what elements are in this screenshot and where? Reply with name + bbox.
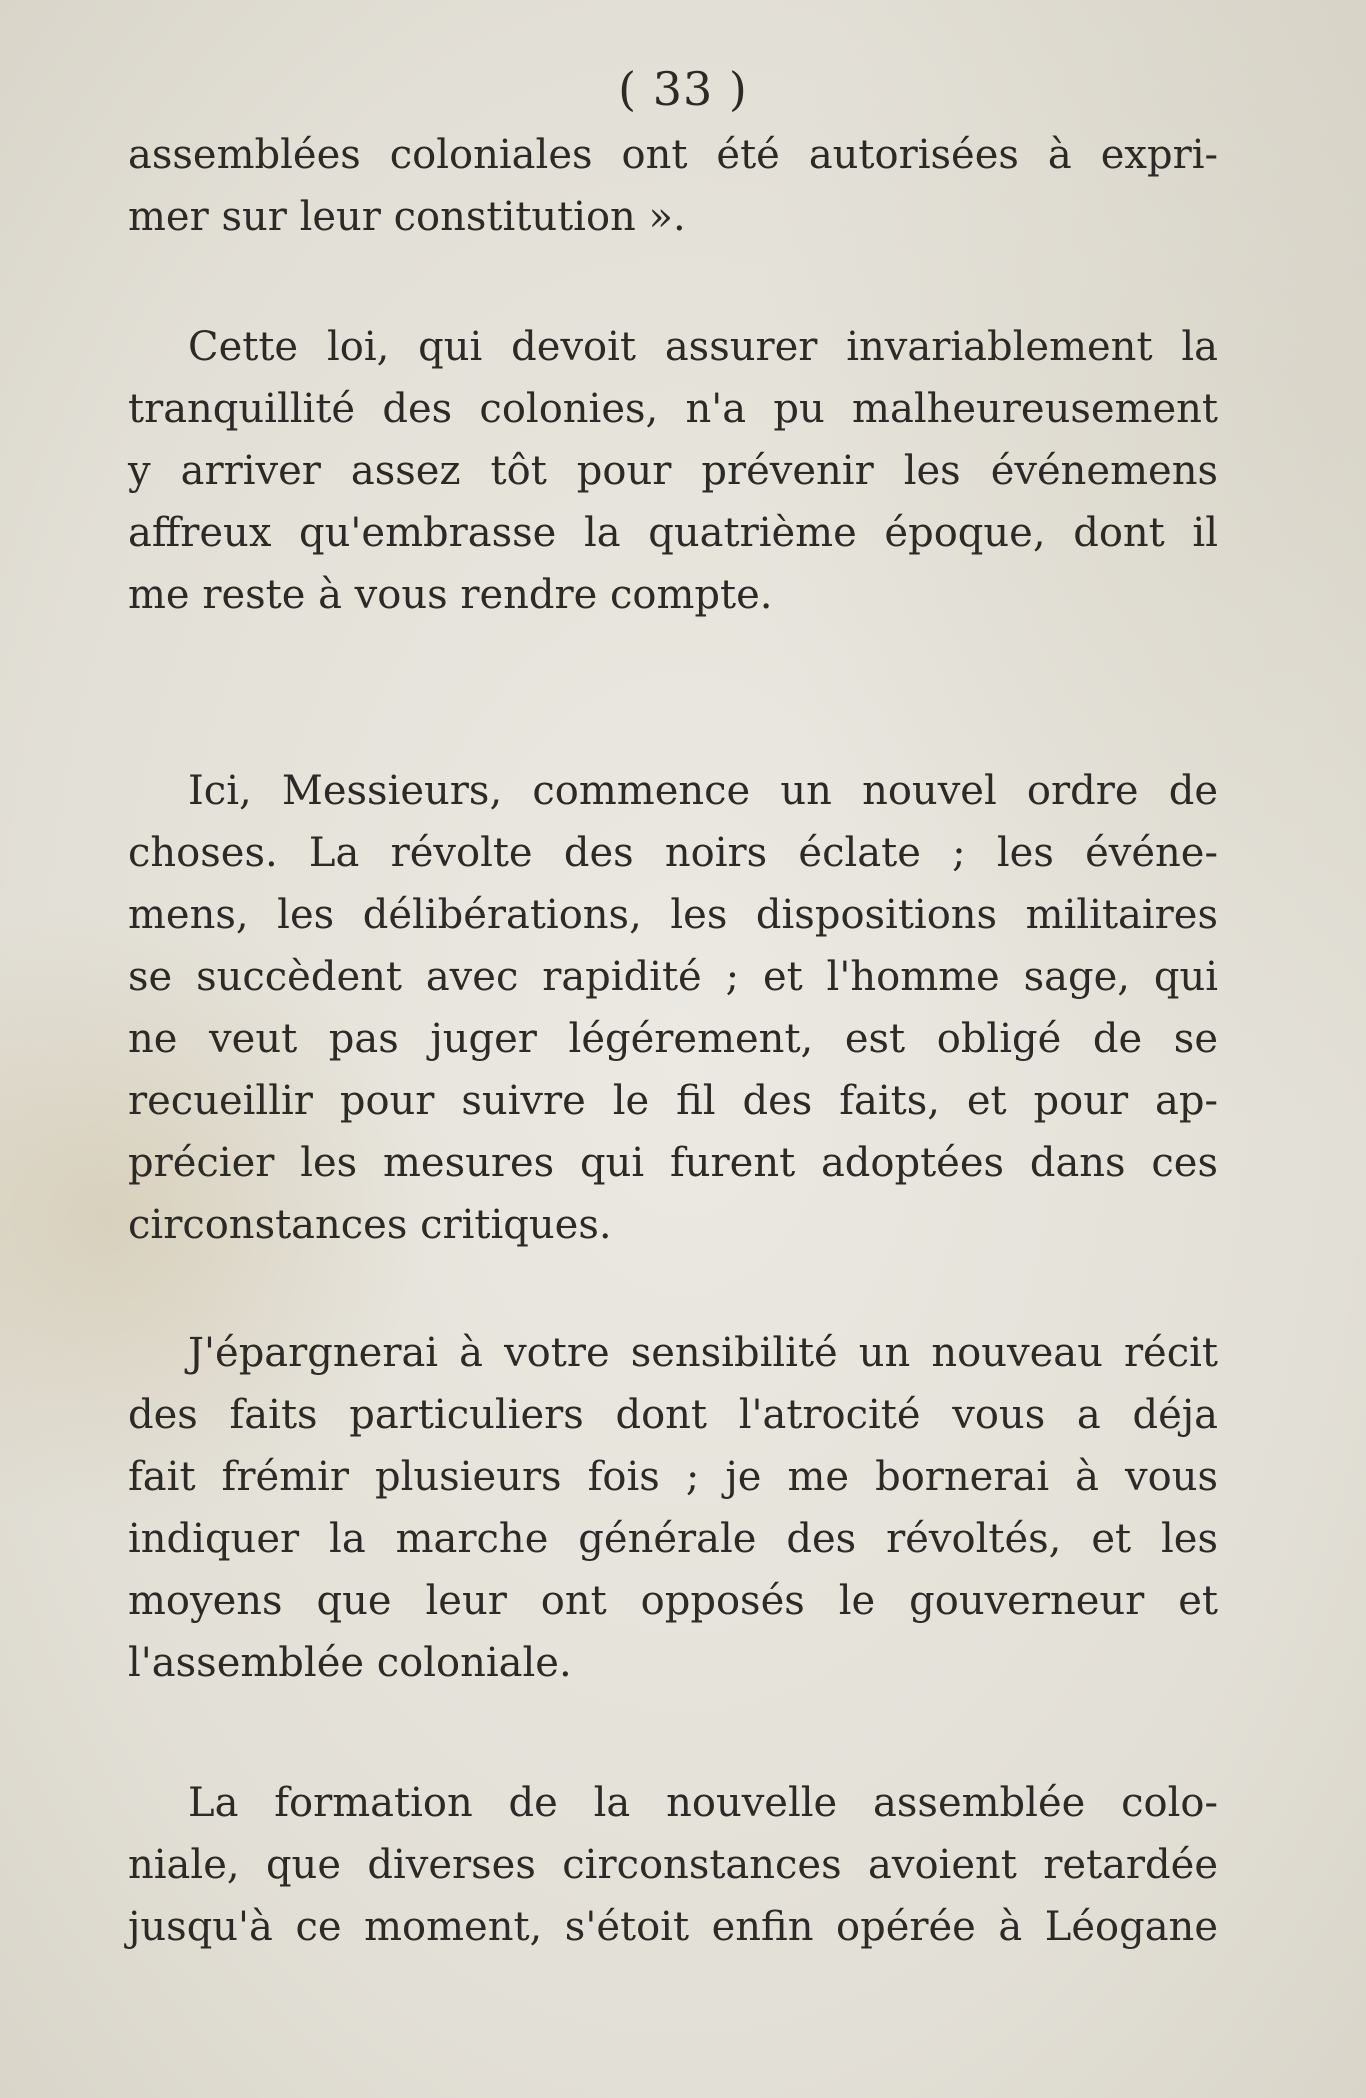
text-line: niale, que diverses circonstances avoient retardée: [128, 1842, 1218, 1888]
text-line: choses. La révolte des noirs éclate ; les événe-: [128, 830, 1218, 876]
text-line: assemblées coloniales ont été autorisées à expri-: [128, 132, 1218, 178]
text-line: mens, les délibérations, les dispositions militaires: [128, 892, 1218, 938]
text-line: recueillir pour suivre le fil des faits, et pour ap-: [128, 1078, 1218, 1124]
text-line: affreux qu'embrasse la quatrième époque, dont il: [128, 510, 1218, 556]
text-line: précier les mesures qui furent adoptées dans ces: [128, 1140, 1218, 1186]
text-line: se succèdent avec rapidité ; et l'homme sage, qui: [128, 954, 1218, 1000]
text-line: J'épargnerai à votre sensibilité un nouveau récit: [188, 1330, 1218, 1376]
text-line: tranquillité des colonies, n'a pu malheureusement: [128, 386, 1218, 432]
text-line: Cette loi, qui devoit assurer invariablement la: [188, 324, 1218, 370]
paragraph-continuation: [128, 124, 1218, 248]
text-line: des faits particuliers dont l'atrocité vous a déja: [128, 1392, 1218, 1438]
text-line: y arriver assez tôt pour prévenir les événemens: [128, 448, 1218, 494]
text-line: mer sur leur constitution ».: [128, 194, 686, 240]
text-line: circonstances critiques.: [128, 1202, 612, 1248]
text-line: moyens que leur ont opposés le gouverneur et: [128, 1578, 1218, 1624]
text-line: La formation de la nouvelle assemblée colo-: [188, 1780, 1218, 1826]
paragraph: [128, 1322, 1218, 1694]
paragraph: [128, 760, 1218, 1256]
paragraph: [128, 316, 1218, 626]
page-number: ( 33 ): [618, 62, 748, 116]
text-line: Ici, Messieurs, commence un nouvel ordre de: [188, 768, 1218, 814]
text-line: me reste à vous rendre compte.: [128, 572, 773, 618]
text-line: jusqu'à ce moment, s'étoit enfin opérée à Léogane: [128, 1904, 1218, 1950]
text-line: l'assemblée coloniale.: [128, 1640, 572, 1686]
text-line: fait frémir plusieurs fois ; je me bornerai à vous: [128, 1454, 1218, 1500]
text-line: ne veut pas juger légérement, est obligé de se: [128, 1016, 1218, 1062]
paragraph: [128, 1772, 1218, 1958]
text-line: indiquer la marche générale des révoltés, et les: [128, 1516, 1218, 1562]
